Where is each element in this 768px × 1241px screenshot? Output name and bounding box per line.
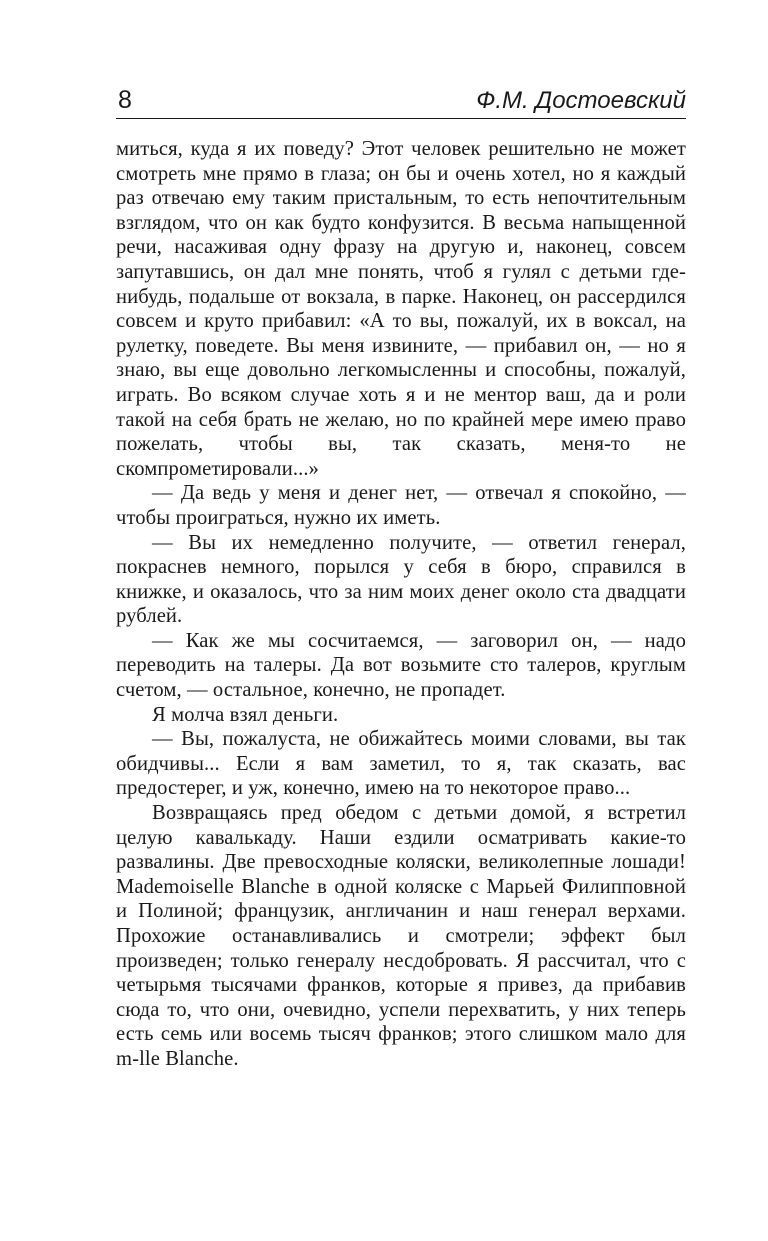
running-title: Ф.М. Достоевский <box>476 87 686 114</box>
paragraph: Возвращаясь пред обедом с детьми домой, я встретил целую кавалькаду. Наши ездили осматривать какие-то развалины. Две превосходные коляски, великолепные лошади! Mademoiselle Blanche в одной коляске с Марьей Филипповной и Полиной; французик, англичанин и наш генерал верхами. Прохожие останавливались и смотрели; эффект был произведен; только генералу несдобровать. Я рассчитал, что с четырьмя тысячами франков, которые я привез, да прибавив сюда то, что они, очевидно, успели перехватить, у них теперь есть семь или восемь тысяч франков; этого слишком мало для m-lle Blanche. <box>116 802 686 1070</box>
book-page <box>116 84 686 1072</box>
running-head <box>116 84 686 119</box>
paragraph: — Да ведь у меня и денег нет, — отвечал я спокойно, — чтобы проиграться, нужно их иметь. <box>116 482 686 529</box>
paragraph: миться, куда я их поведу? Этот человек решительно не может смотреть мне прямо в глаза; он бы и очень хотел, но я каждый раз отвечаю ему таким пристальным, то есть непочтительным взглядом, что он как будто конфузится. В весьма напыщенной речи, насаживая одну фразу на другую и, наконец, совсем запутавшись, он дал мне понять, чтоб я гулял с детьми где-нибудь, подальше от вокзала, в парке. Наконец, он рассердился совсем и круто прибавил: «А то вы, пожалуй, их в воксал, на рулетку, поведете. Вы меня извините, — прибавил он, — но я знаю, вы еще довольно легкомысленны и способны, пожалуй, играть. Во всяком случае хоть я и не ментор ваш, да и роли такой на себя брать не желаю, но по крайней мере имею право пожелать, чтобы вы, так сказать, меня-то не скомпрометировали...» <box>116 138 686 480</box>
paragraph: Я молча взял деньги. <box>152 703 339 726</box>
paragraph: — Как же мы сосчитаемся, — заговорил он, — надо переводить на талеры. Да вот возьмите сто талеров, круглым счетом, — остальное, конечно, не пропадет. <box>116 629 686 702</box>
page-number: 8 <box>118 86 132 114</box>
paragraph: — Вы их немедленно получите, — ответил генерал, покраснев немного, порылся у себя в бюро, справился в книжке, и оказалось, что за ним моих денег около ста двадцати рублей. <box>116 531 686 628</box>
paragraph: — Вы, пожалуста, не обижайтесь моими словами, вы так обидчивы... Если я вам заметил, то я, так сказать, вас предостерег, и уж, конечно, имею на то некоторое право... <box>116 728 686 800</box>
body-text <box>116 137 686 1072</box>
